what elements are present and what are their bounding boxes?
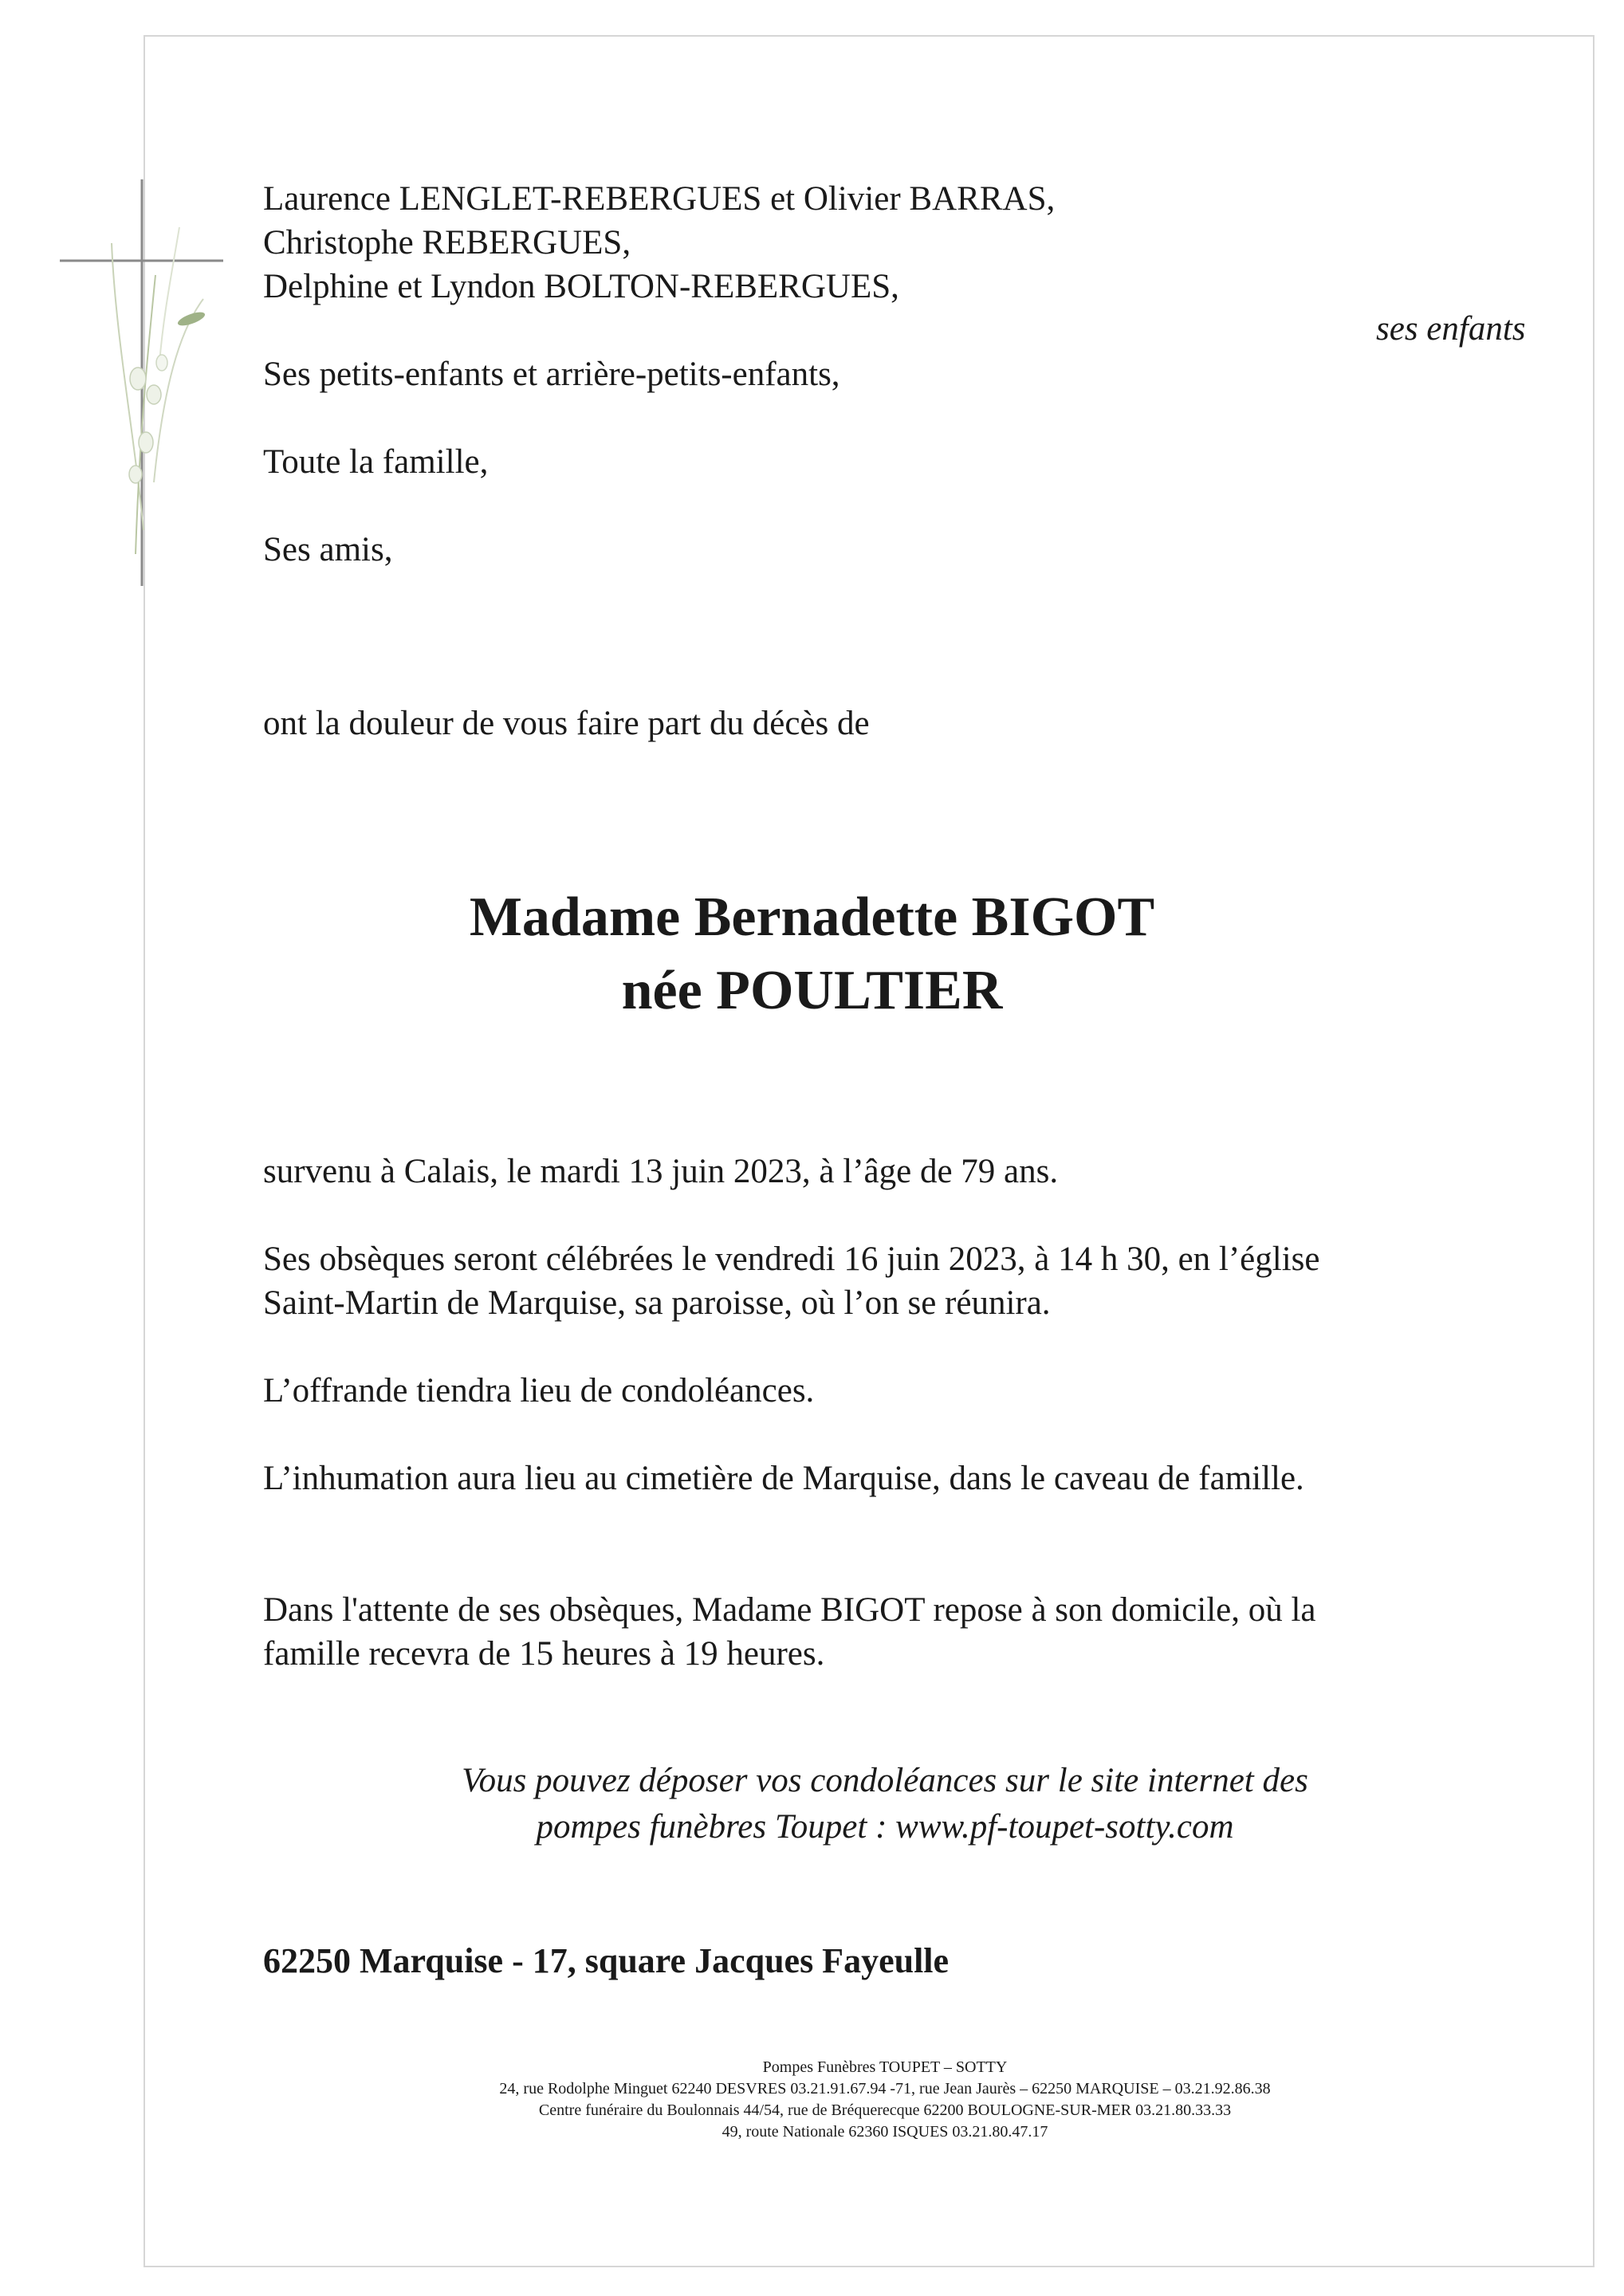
- footer-company: Pompes Funèbres TOUPET – SOTTY: [762, 2058, 1008, 2076]
- relation-label: ses enfants: [1376, 310, 1526, 348]
- whole-family-line: Toute la famille,: [263, 443, 489, 481]
- funeral-details-line-1: Ses obsèques seront célébrées le vendredi 16 juin 2023, à 14 h 30, en l’église: [263, 1240, 1320, 1278]
- family-line-3: Delphine et Lyndon BOLTON-REBERGUES,: [263, 268, 899, 305]
- funeral-home-address: 62250 Marquise - 17, square Jacques Fayeulle: [263, 1941, 950, 1980]
- burial-line: L’inhumation aura lieu au cimetière de Marquise, dans le caveau de famille.: [263, 1460, 1304, 1497]
- deceased-maiden-name: née POULTIER: [621, 960, 1003, 1021]
- footer-line-3: 49, route Nationale 62360 ISQUES 03.21.80.47.17: [722, 2123, 1048, 2141]
- grandchildren-line: Ses petits-enfants et arrière-petits-enfants,: [263, 356, 840, 393]
- funeral-details-line-2: Saint-Martin de Marquise, sa paroisse, où l’on se réunira.: [263, 1284, 1051, 1322]
- deceased-name: Madame Bernadette BIGOT: [469, 887, 1155, 948]
- footer-line-2: Centre funéraire du Boulonnais 44/54, rue de Bréquerecque 62200 BOULOGNE-SUR-MER 03.21.80.33.33: [538, 2101, 1232, 2119]
- family-line-2: Christophe REBERGUES,: [263, 224, 631, 261]
- condolences-line-2: pompes funèbres Toupet : www.pf-toupet-sotty.com: [536, 1808, 1234, 1846]
- friends-line: Ses amis,: [263, 531, 393, 568]
- rest-details-line-2: famille recevra de 15 heures à 19 heures.: [263, 1635, 825, 1673]
- death-details: survenu à Calais, le mardi 13 juin 2023, à l’âge de 79 ans.: [263, 1153, 1059, 1190]
- rest-details-line-1: Dans l'attente de ses obsèques, Madame BIGOT repose à son domicile, où la: [263, 1591, 1316, 1629]
- cross-flower-icon: [60, 179, 243, 594]
- offering-line: L’offrande tiendra lieu de condoléances.: [263, 1372, 815, 1409]
- condolences-line-1: Vous pouvez déposer vos condoléances sur le site internet des: [462, 1762, 1308, 1799]
- family-line-1: Laurence LENGLET-REBERGUES et Olivier BARRAS,: [263, 180, 1056, 218]
- footer-line-1: 24, rue Rodolphe Minguet 62240 DESVRES 03.21.91.67.94 -71, rue Jean Jaurès – 62250 MARQUISE – 03.21.92.86.38: [499, 2080, 1271, 2097]
- announcement-line: ont la douleur de vous faire part du décès de: [263, 705, 870, 742]
